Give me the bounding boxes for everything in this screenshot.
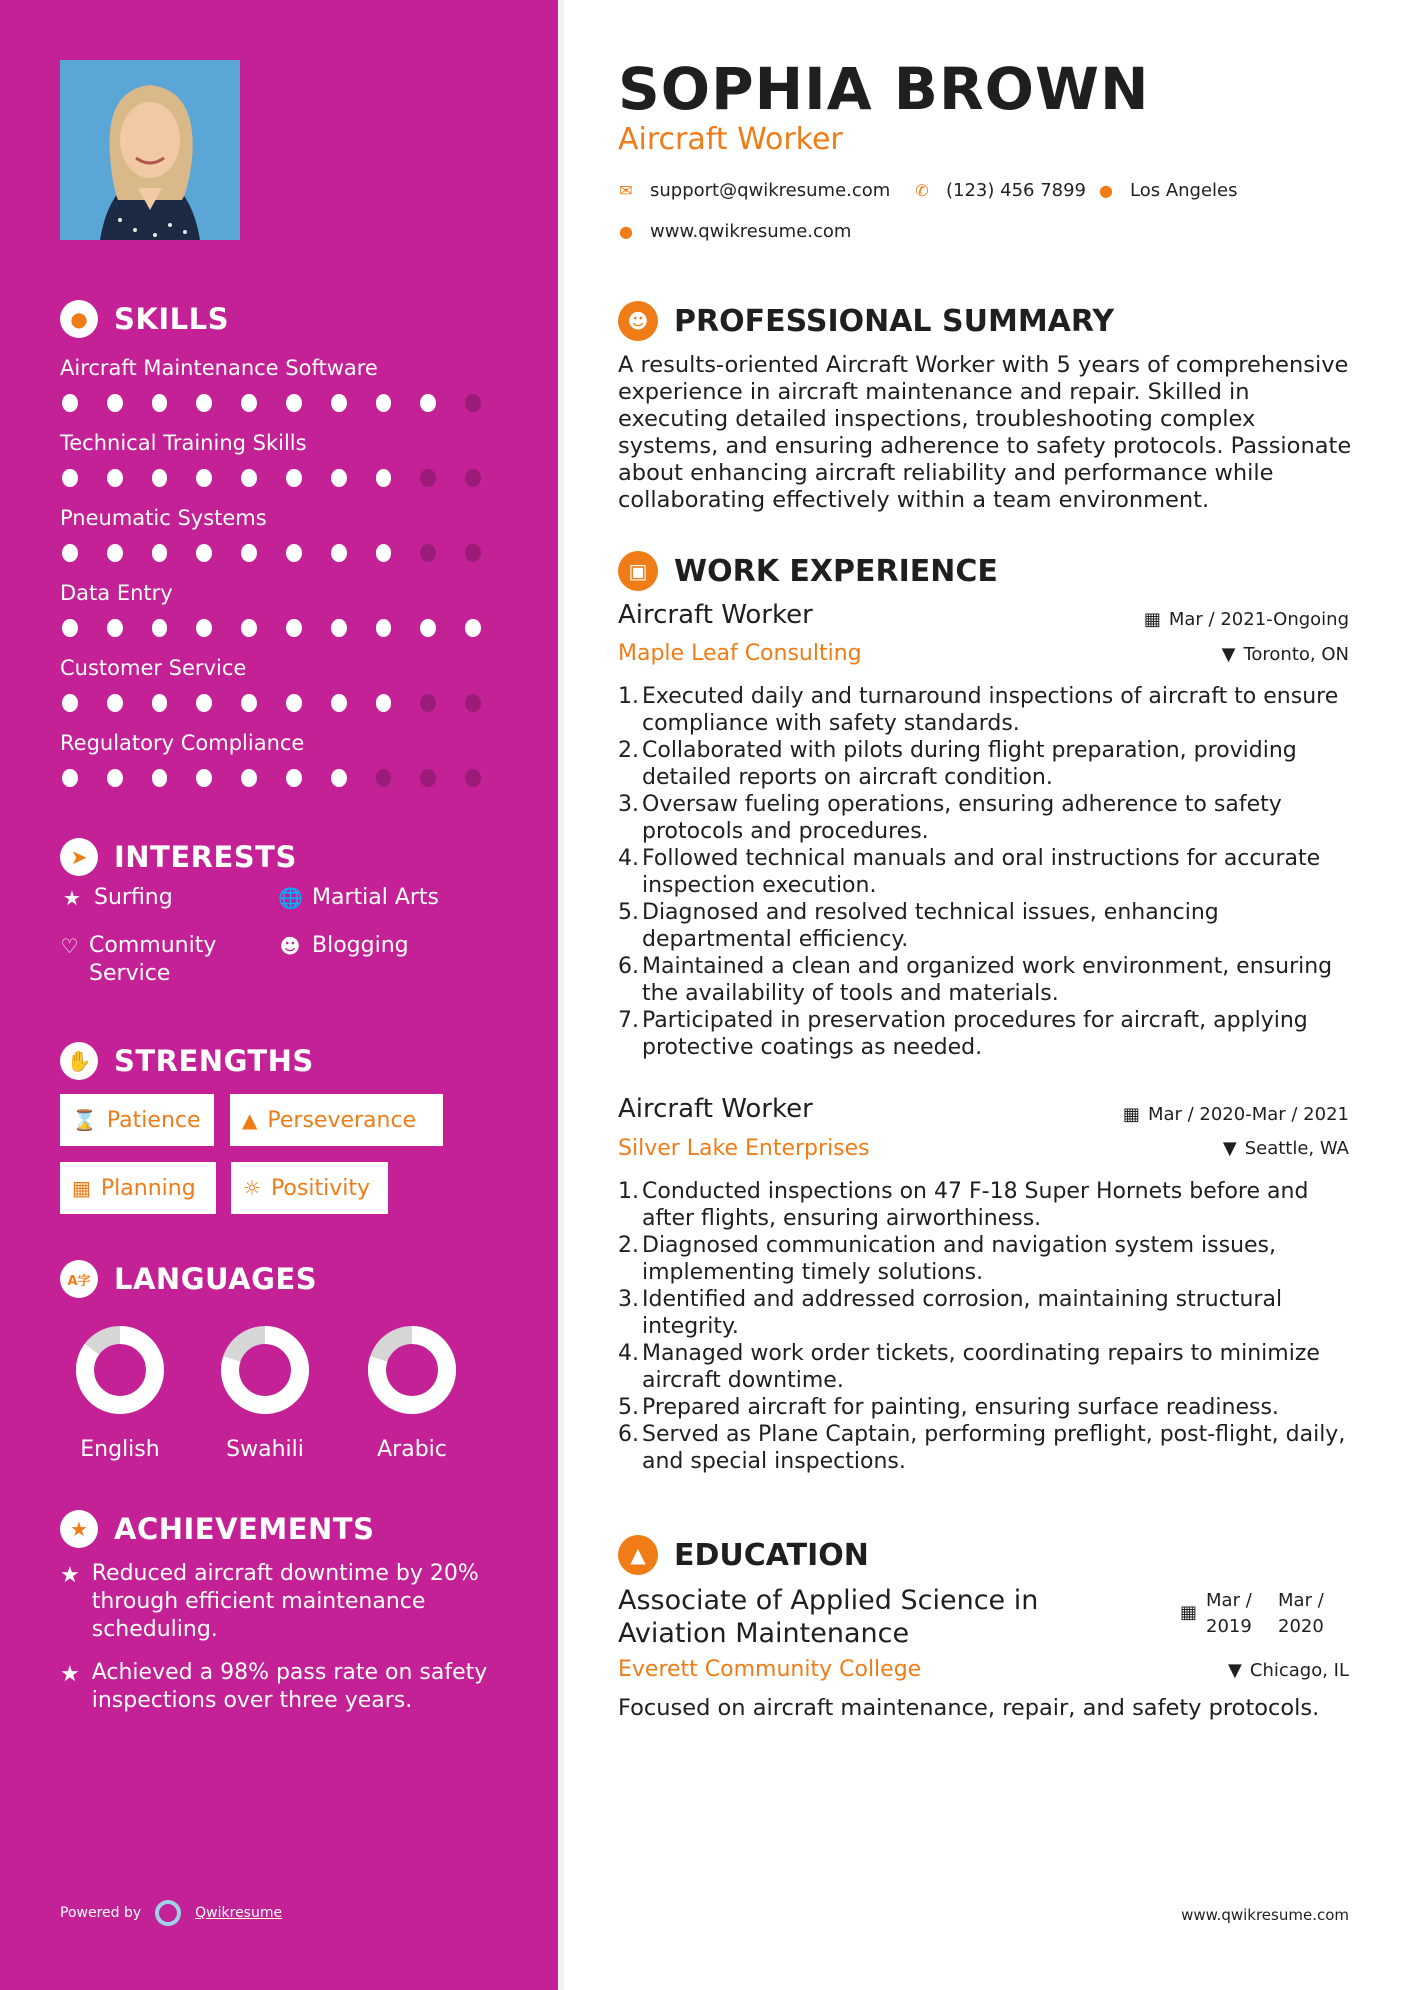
globe-icon: ● xyxy=(619,222,633,241)
achievements-heading: ★ ACHIEVEMENTS xyxy=(60,1510,374,1548)
contact-phone[interactable]: ✆ (123) 456 7899 xyxy=(912,180,1086,201)
hourglass-icon: ⌛ xyxy=(72,1108,97,1132)
job-dates: ▦ Mar / 2021-Ongoing xyxy=(1143,609,1349,630)
skill-item xyxy=(60,431,510,487)
interest-item: ☻ Blogging xyxy=(279,933,409,958)
rating-dot xyxy=(465,619,481,637)
responsibility-item: 1. Executed daily and turnaround inspections of aircraft to ensure compliance with safety standards. xyxy=(618,684,1339,736)
strength-badge: ▦ Planning xyxy=(60,1162,216,1214)
skill-item xyxy=(60,581,510,637)
rating-dot xyxy=(62,619,78,637)
edu-end-date: Mar / 2020 xyxy=(1278,1590,1324,1637)
edu-description: Focused on aircraft maintenance, repair, and safety protocols. xyxy=(618,1695,1320,1721)
skill-item xyxy=(60,506,510,562)
skill-rating xyxy=(62,694,510,712)
rating-dot xyxy=(196,469,212,487)
job-responsibilities xyxy=(618,1178,1358,1475)
achievement-item: ★ Reduced aircraft downtime by 20% through efficient maintenance scheduling. xyxy=(60,1561,479,1642)
hand-heart-icon: ♡ xyxy=(60,934,79,958)
strength-badge: ⌛ Patience xyxy=(60,1094,214,1146)
degree-title: Associate of Applied Science in Aviation Maintenance xyxy=(618,1585,1039,1649)
interest-item: ★ Surfing xyxy=(60,884,173,912)
paper-plane-icon: ➤ xyxy=(60,838,98,876)
rating-dot xyxy=(62,394,78,412)
rating-dot xyxy=(62,694,78,712)
briefcase-icon: ▣ xyxy=(618,551,658,591)
calendar-icon: ▦ xyxy=(1122,1104,1140,1125)
responsibility-item: 4. Followed technical manuals and oral instructions for accurate inspection execution. xyxy=(618,846,1321,898)
sun-icon: ☼ xyxy=(243,1176,261,1200)
language-item xyxy=(205,1325,325,1462)
skill-rating xyxy=(62,619,510,637)
pin-icon: ▼ xyxy=(1222,1138,1237,1159)
job-location: ▼ Toronto, ON xyxy=(1221,644,1349,665)
language-proficiency-ring xyxy=(220,1325,310,1415)
contact-email[interactable]: ✉ support@qwikresume.com xyxy=(616,180,890,201)
strength-badge: ▲ Perseverance xyxy=(230,1094,443,1146)
powered-by: Powered by Qwikresume xyxy=(60,1900,282,1926)
contact-website[interactable]: ● www.qwikresume.com xyxy=(616,221,851,242)
language-proficiency-ring xyxy=(367,1325,457,1415)
calendar-icon: ▦ xyxy=(1143,609,1161,630)
rating-dot xyxy=(152,469,168,487)
language-name: Swahili xyxy=(226,1437,304,1462)
job-title: Aircraft Worker xyxy=(618,1094,813,1124)
rating-dot xyxy=(376,619,392,637)
rating-dot xyxy=(376,769,392,787)
skill-rating xyxy=(62,469,510,487)
pin-icon: ▼ xyxy=(1228,1660,1242,1681)
road-icon: ▲ xyxy=(242,1108,258,1132)
rating-dot xyxy=(107,544,123,562)
rating-dot xyxy=(376,544,392,562)
rating-dot xyxy=(420,469,436,487)
rating-dot xyxy=(241,619,257,637)
school-name: Everett Community College xyxy=(618,1657,922,1682)
rating-dot xyxy=(286,394,302,412)
rating-dot xyxy=(286,544,302,562)
shooting-star-icon: ★ xyxy=(60,1662,80,1687)
skill-name: Data Entry xyxy=(60,581,173,605)
education-heading: ▲ EDUCATION xyxy=(618,1535,869,1575)
responsibility-item: 5. Prepared aircraft for painting, ensuring surface readiness. xyxy=(618,1395,1279,1420)
rating-dot xyxy=(152,394,168,412)
rating-dot xyxy=(286,769,302,787)
responsibility-item: 2. Diagnosed communication and navigation system issues, implementing timely solutions. xyxy=(618,1233,1277,1285)
rating-dot xyxy=(241,469,257,487)
rating-dot xyxy=(376,694,392,712)
skill-name: Technical Training Skills xyxy=(60,431,307,455)
candidate-role: Aircraft Worker xyxy=(618,122,843,157)
skill-item xyxy=(60,356,510,412)
language-item xyxy=(60,1325,180,1462)
skill-item xyxy=(60,656,510,712)
rating-dot xyxy=(465,769,481,787)
rating-dot xyxy=(152,769,168,787)
skill-name: Customer Service xyxy=(60,656,247,680)
phone-icon: ✆ xyxy=(915,181,929,200)
skill-rating xyxy=(62,769,510,787)
rating-dot xyxy=(331,769,347,787)
rating-dot xyxy=(107,769,123,787)
responsibility-item: 5. Diagnosed and resolved technical issues, enhancing departmental efficiency. xyxy=(618,900,1219,952)
language-proficiency-ring xyxy=(75,1325,165,1415)
language-name: English xyxy=(80,1437,160,1462)
edu-start-date: Mar / 2019 xyxy=(1206,1590,1252,1637)
rating-dot xyxy=(107,394,123,412)
profile-photo xyxy=(60,60,240,240)
interests-heading: ➤ INTERESTS xyxy=(60,838,297,876)
edu-location: ▼ Chicago, IL xyxy=(1228,1660,1349,1681)
pin-icon: ▼ xyxy=(1221,644,1236,665)
skill-name: Regulatory Compliance xyxy=(60,731,305,755)
globe-icon: 🌐 xyxy=(278,886,303,910)
rating-dot xyxy=(465,694,481,712)
rating-dot xyxy=(420,769,436,787)
rating-dot xyxy=(286,619,302,637)
rating-dot xyxy=(196,394,212,412)
hand-icon: ✋ xyxy=(60,1042,98,1080)
rating-dot xyxy=(152,544,168,562)
responsibility-item: 3. Identified and addressed corrosion, maintaining structural integrity. xyxy=(618,1287,1283,1339)
rating-dot xyxy=(465,544,481,562)
responsibility-item: 3. Oversaw fueling operations, ensuring adherence to safety protocols and procedures. xyxy=(618,792,1282,844)
map-pin-icon: ● xyxy=(1099,181,1113,200)
candidate-name: SOPHIA BROWN xyxy=(618,55,1150,123)
divider xyxy=(558,0,564,1990)
job-title: Aircraft Worker xyxy=(618,600,813,630)
language-item xyxy=(352,1325,472,1462)
rating-dot xyxy=(420,694,436,712)
responsibility-item: 6. Maintained a clean and organized work environment, ensuring the availability of tools and materials. xyxy=(618,954,1333,1006)
graduation-cap-icon: ▲ xyxy=(618,1535,658,1575)
lightbulb-icon: ● xyxy=(60,300,98,338)
rating-dot xyxy=(331,394,347,412)
rating-dot xyxy=(196,694,212,712)
rating-dot xyxy=(376,394,392,412)
language-name: Arabic xyxy=(377,1437,447,1462)
rating-dot xyxy=(107,469,123,487)
job-company: Maple Leaf Consulting xyxy=(618,641,862,666)
responsibility-item: 4. Managed work order tickets, coordinating repairs to minimize aircraft downtime. xyxy=(618,1341,1320,1393)
rating-dot xyxy=(107,619,123,637)
rating-dot xyxy=(241,694,257,712)
skills-heading: ● SKILLS xyxy=(60,300,229,338)
rating-dot xyxy=(62,469,78,487)
rating-dot xyxy=(331,544,347,562)
rating-dot xyxy=(331,619,347,637)
rating-dot xyxy=(152,694,168,712)
qwikresume-logo-icon xyxy=(155,1900,181,1926)
rating-dot xyxy=(420,394,436,412)
rating-dot xyxy=(331,469,347,487)
rating-dot xyxy=(62,544,78,562)
medal-icon: ★ xyxy=(60,1510,98,1548)
rating-dot xyxy=(196,544,212,562)
strengths-heading: ✋ STRENGTHS xyxy=(60,1042,314,1080)
responsibility-item: 7. Participated in preservation procedures for aircraft, applying protective coatings as needed. xyxy=(618,1008,1308,1060)
envelope-icon: ✉ xyxy=(619,181,633,200)
calendar-icon: ▦ xyxy=(72,1176,91,1200)
rating-dot xyxy=(196,769,212,787)
star-icon: ★ xyxy=(63,886,81,910)
responsibility-item: 6. Served as Plane Captain, performing preflight, post-flight, daily, and special inspections. xyxy=(618,1422,1346,1474)
skill-name: Aircraft Maintenance Software xyxy=(60,356,378,380)
interest-item: ♡ Community Service xyxy=(60,933,217,986)
rating-dot xyxy=(331,694,347,712)
summary-text: A results-oriented Aircraft Worker with 5 years of comprehensive experience in aircraft maintenance and repair. Skilled in executing detailed inspections, troubleshooting complex systems, and ensuring adherence to safety protocols. Passionate about enhancing aircraft reliability and performance while collaborating effectively within a team environment. xyxy=(618,352,1352,513)
users-icon: ☻ xyxy=(279,934,301,958)
achievement-item: ★ Achieved a 98% pass rate on safety inspections over three years. xyxy=(60,1660,488,1713)
rating-dot xyxy=(420,619,436,637)
summary-heading: ☻ PROFESSIONAL SUMMARY xyxy=(618,301,1114,341)
skill-item xyxy=(60,731,510,787)
user-icon: ☻ xyxy=(618,301,658,341)
sidebar xyxy=(0,0,558,1990)
rating-dot xyxy=(241,544,257,562)
skill-rating xyxy=(62,394,510,412)
responsibility-item: 2. Collaborated with pilots during flight preparation, providing detailed reports on aircraft condition. xyxy=(618,738,1297,790)
rating-dot xyxy=(376,469,392,487)
calendar-icon: ▦ xyxy=(1180,1602,1198,1623)
job-dates: ▦ Mar / 2020-Mar / 2021 xyxy=(1122,1104,1349,1125)
skill-rating xyxy=(62,544,510,562)
rating-dot xyxy=(152,619,168,637)
footer-url[interactable]: www.qwikresume.com xyxy=(1181,1906,1349,1924)
rating-dot xyxy=(465,394,481,412)
rating-dot xyxy=(107,694,123,712)
rating-dot xyxy=(241,394,257,412)
job-company: Silver Lake Enterprises xyxy=(618,1136,870,1161)
qwikresume-link[interactable]: Qwikresume xyxy=(195,1905,283,1921)
responsibility-item: 1. Conducted inspections on 47 F-18 Super Hornets before and after flights, ensuring airworthiness. xyxy=(618,1179,1309,1231)
skill-name: Pneumatic Systems xyxy=(60,506,267,530)
experience-heading: ▣ WORK EXPERIENCE xyxy=(618,551,998,591)
rating-dot xyxy=(465,469,481,487)
rating-dot xyxy=(196,619,212,637)
rating-dot xyxy=(241,769,257,787)
languages-heading: A字 LANGUAGES xyxy=(60,1260,317,1298)
rating-dot xyxy=(420,544,436,562)
job-location: ▼ Seattle, WA xyxy=(1222,1138,1349,1159)
interest-item: 🌐 Martial Arts xyxy=(278,885,440,910)
rating-dot xyxy=(62,769,78,787)
rating-dot xyxy=(286,469,302,487)
shooting-star-icon: ★ xyxy=(60,1563,80,1588)
job-responsibilities xyxy=(618,683,1358,1061)
language-icon: A字 xyxy=(60,1260,98,1298)
strength-badge: ☼ Positivity xyxy=(231,1162,388,1214)
rating-dot xyxy=(286,694,302,712)
contact-location: ● Los Angeles xyxy=(1096,180,1238,201)
